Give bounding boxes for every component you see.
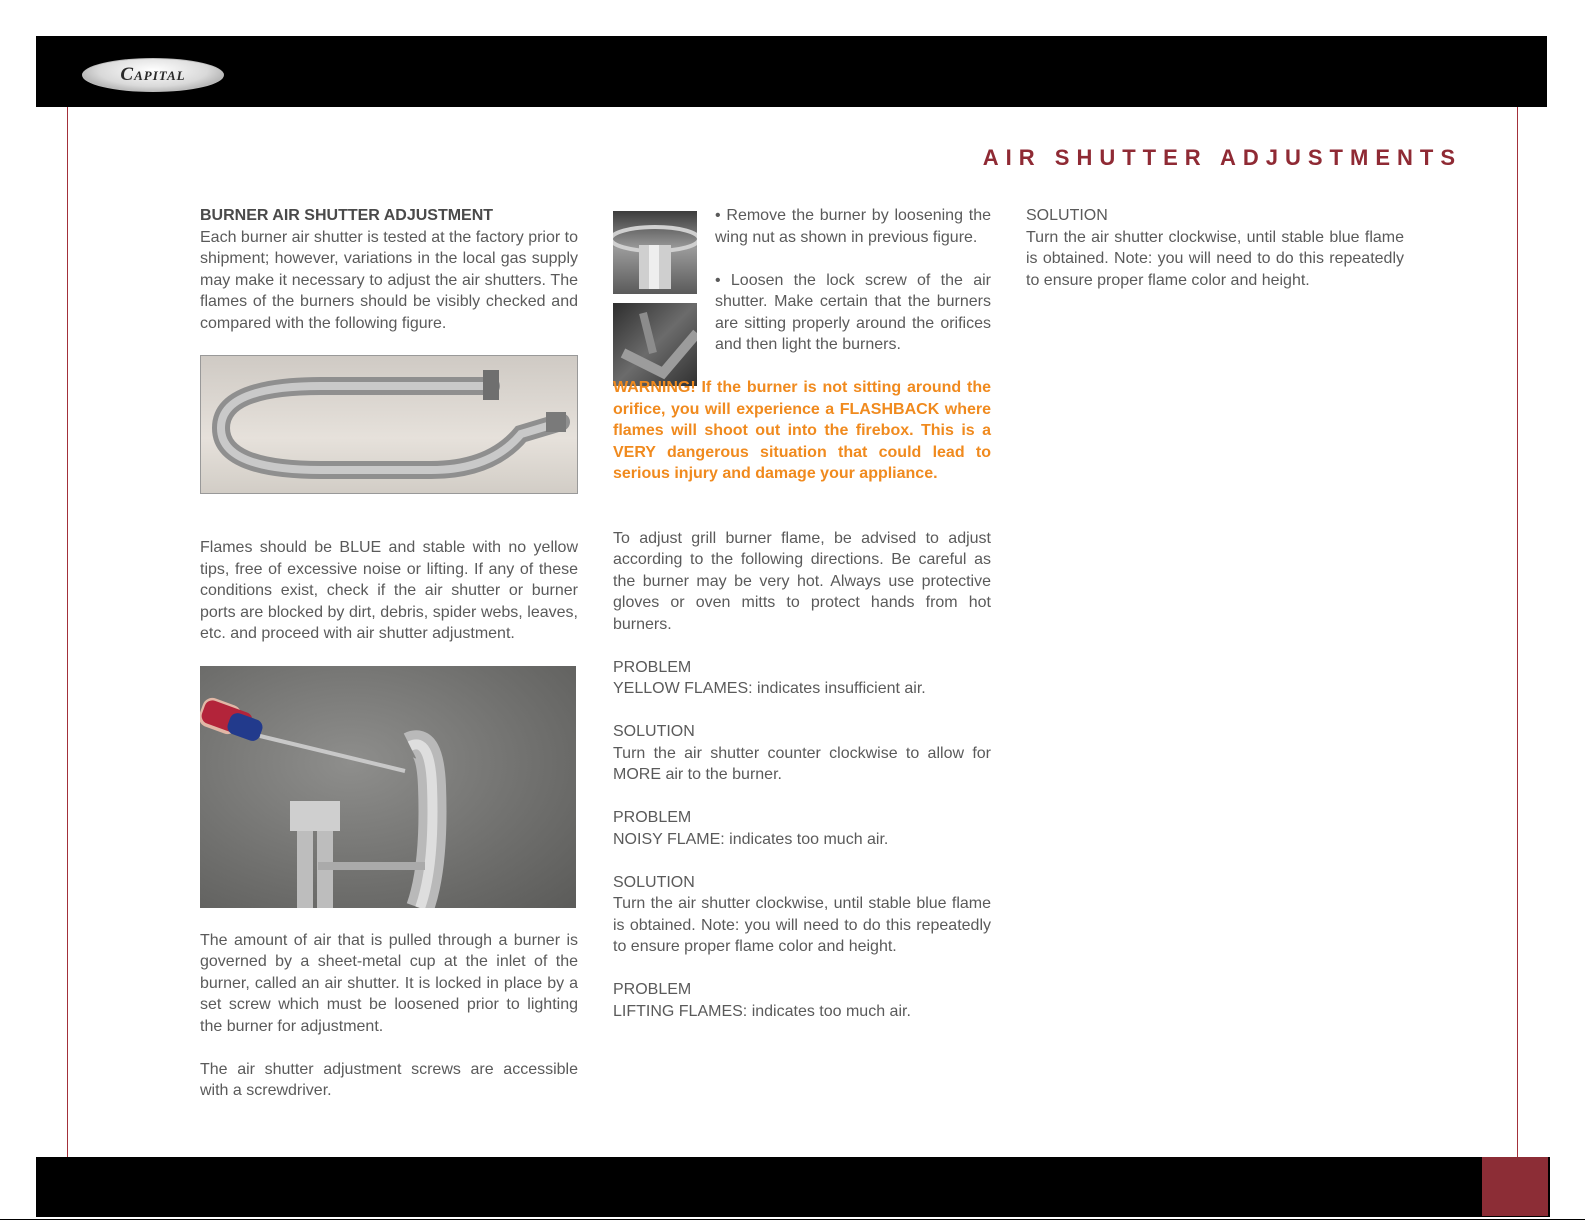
problem-label: PROBLEM	[613, 658, 692, 676]
header-bar	[36, 36, 1547, 107]
problem-text: LIFTING FLAMES: indicates too much air.	[613, 1002, 911, 1020]
page-title: AIR SHUTTER ADJUSTMENTS	[982, 145, 1462, 170]
solution-text: Turn the air shutter counter clockwise to allow for MORE air to the burner.	[613, 744, 991, 783]
logo-text: Capital	[120, 64, 186, 85]
intro-paragraph: Each burner air shutter is tested at the factory prior to shipment; however, variations in the local gas supply may make it necessary to adjust the air shutters. The flames of the burners should be visibly checked and compared with the following figure.	[200, 228, 578, 332]
right-margin-rule	[1517, 107, 1518, 1157]
footer-bar	[36, 1157, 1550, 1217]
solution-label: SOLUTION	[613, 723, 695, 740]
left-margin-rule	[67, 107, 68, 1157]
capital-logo	[82, 58, 224, 92]
solution-label: SOLUTION	[613, 873, 695, 891]
problem-text: YELLOW FLAMES: indicates insufficient air.	[613, 680, 926, 697]
bullet-loosen-lock-screw: • Loosen the lock screw of the air shutter. Make certain that the burners are sitting properly around the orifices and then light the burners.	[715, 271, 991, 353]
problem-text: NOISY FLAME: indicates too much air.	[613, 830, 889, 848]
flames-paragraph: Flames should be BLUE and stable with no yellow tips, free of excessive noise or lifting. If any of these conditions exist, check if the air shutter or burner ports are blocked by dirt, debris, spider webs, leaves, etc. and proceed with air shutter adjustment.	[200, 539, 578, 642]
screwdriver-adjust-photo	[200, 666, 576, 908]
solution-label: SOLUTION	[1026, 207, 1108, 224]
bullet-remove-burner: • Remove the burner by loosening the wing nut as shown in previous figure.	[715, 207, 991, 246]
adjust-paragraph: To adjust grill burner flame, be advised to adjust according to the following directions. Be careful as the burner may be very hot. Always use protective gloves or oven mitts to protect hands from hot burners.	[613, 529, 991, 633]
air-amount-paragraph: The amount of air that is pulled through a burner is governed by a sheet-metal cup at the inlet of the burner, called an air shutter. It is locked in place by a set screw which must be loosened prior to lighting the burner for adjustment.	[200, 931, 578, 1035]
footer-rule	[0, 1219, 1585, 1220]
column-3	[1026, 205, 1404, 291]
flashback-warning: WARNING! If the burner is not sitting around the orifice, you will experience a FLASHBACK where flames will shoot out into the firebox. This is a VERY dangerous situation that could lead to serious injury and damage your appliance.	[613, 379, 991, 482]
solution-text: Turn the air shutter clockwise, until stable blue flame is obtained. Note: you will need to do this repeatedly to ensure proper flame color and height.	[1026, 228, 1404, 289]
section-heading: BURNER AIR SHUTTER ADJUSTMENT	[200, 207, 494, 224]
solution-text: Turn the air shutter clockwise, until stable blue flame is obtained. Note: you will need to do this repeatedly to ensure proper flame color and height.	[613, 895, 991, 955]
problem-label: PROBLEM	[613, 809, 692, 826]
footer-page-tab	[1482, 1157, 1548, 1216]
burner-tube-photo	[200, 355, 578, 494]
problem-label: PROBLEM	[613, 981, 692, 998]
column-1	[200, 205, 578, 1102]
screws-paragraph: The air shutter adjustment screws are accessible with a screwdriver.	[200, 1060, 578, 1099]
column-2	[613, 205, 991, 1022]
